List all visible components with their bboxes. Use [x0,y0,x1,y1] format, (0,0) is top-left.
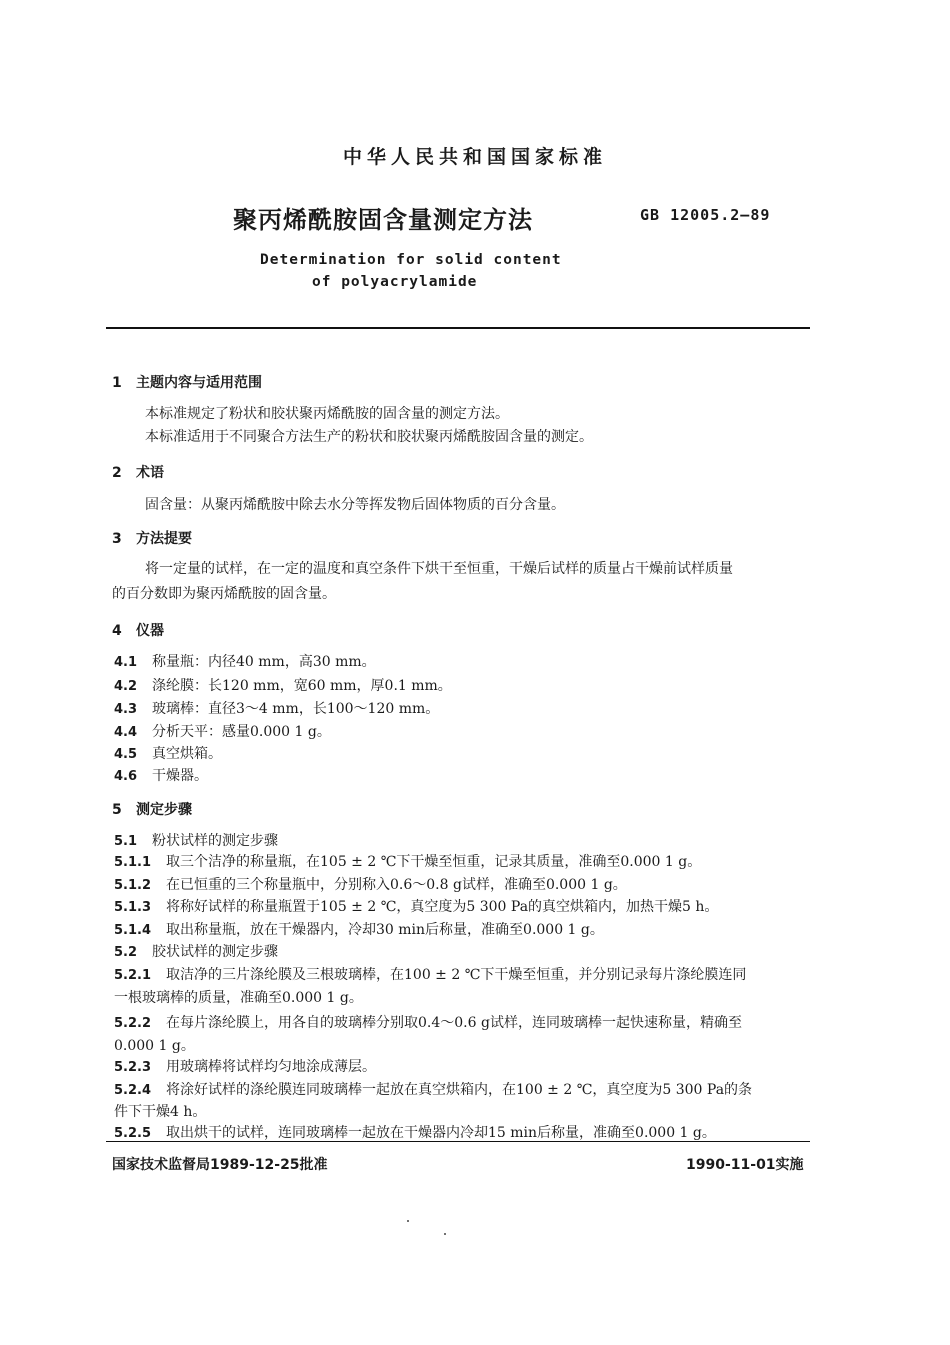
clause-number: 5.2.5 [114,1126,152,1141]
clause-number: 5.1.1 [114,855,152,870]
paragraph-continuation: 的百分数即为聚丙烯酰胺的固含量。 [112,586,336,602]
document-title-en-line1: Determination for solid content [260,252,562,268]
section-number: 1 [112,375,122,391]
section-2-heading [112,462,164,482]
clause-continuation: 一根玻璃棒的质量，准确至0.000 1 g。 [114,990,363,1006]
list-item [114,651,376,671]
clause-5-2-4 [114,1079,752,1099]
clause-text: 真空烘箱。 [152,746,222,762]
clause-text: 称量瓶：内径40 mm，高30 mm。 [152,654,376,670]
clause-5-2-3 [114,1056,376,1076]
clause-number: 5.2.3 [114,1060,152,1075]
clause-number: 5.2.1 [114,968,152,983]
clause-text: 粉状试样的测定步骤 [152,833,278,849]
footer-divider [106,1141,810,1142]
clause-5-1-2 [114,874,627,894]
clause-number: 5.1.4 [114,923,152,938]
document-title-cn: 聚丙烯酰胺固含量测定方法 [233,206,533,234]
clause-5-1 [114,830,278,850]
clause-continuation: 0.000 1 g。 [114,1038,195,1054]
list-item [114,675,452,695]
paragraph: 将一定量的试样，在一定的温度和真空条件下烘干至恒重，干燥后试样的质量占干燥前试样质量 [145,561,733,577]
clause-text: 用玻璃棒将试样均匀地涂成薄层。 [166,1059,376,1075]
paragraph: 固含量：从聚丙烯酰胺中除去水分等挥发物后固体物质的百分含量。 [145,497,565,513]
document-country-header: 中华人民共和国国家标准 [342,146,607,168]
list-item [114,721,331,741]
clause-number: 5.1.3 [114,900,152,915]
scan-speck [444,1233,446,1235]
section-number: 3 [112,531,122,547]
clause-text: 取出称量瓶，放在干燥器内，冷却30 min后称量，准确至0.000 1 g。 [166,922,604,938]
section-title: 仪器 [136,623,164,639]
paragraph: 本标准适用于不同聚合方法生产的粉状和胶状聚丙烯酰胺固含量的测定。 [145,429,593,445]
clause-5-2 [114,941,278,961]
clause-5-2-2 [114,1012,742,1032]
clause-5-1-3 [114,896,718,916]
section-3-heading [112,528,192,548]
clause-text: 干燥器。 [152,768,208,784]
clause-text: 取洁净的三片涤纶膜及三根玻璃棒，在100 ± 2 ℃下干燥至恒重，并分别记录每片涤纶膜连同 [166,967,747,983]
clause-5-2-5 [114,1122,716,1142]
clause-text: 涤纶膜：长120 mm，宽60 mm，厚0.1 mm。 [152,678,452,694]
clause-number: 4.2 [114,679,138,694]
section-4-heading [112,620,164,640]
section-number: 2 [112,465,122,481]
clause-number: 5.2.2 [114,1016,152,1031]
clause-5-1-4 [114,919,604,939]
clause-number: 4.4 [114,725,138,740]
clause-text: 将涂好试样的涤纶膜连同玻璃棒一起放在真空烘箱内，在100 ± 2 ℃，真空度为5 300 Pa的条 [166,1082,753,1098]
section-number: 4 [112,623,122,639]
clause-5-1-1 [114,851,701,871]
section-title: 主题内容与适用范围 [136,375,262,391]
list-item [114,698,439,718]
scan-speck [407,1220,409,1222]
clause-number: 4.1 [114,655,138,670]
section-title: 术语 [136,465,164,481]
section-title: 方法提要 [136,531,192,547]
clause-text: 胶状试样的测定步骤 [152,944,278,960]
list-item [114,743,222,763]
section-number: 5 [112,802,122,818]
clause-number: 4.5 [114,747,138,762]
approval-line: 国家技术监督局1989-12-25批准 [112,1157,328,1173]
clause-text: 取出烘干的试样，连同玻璃棒一起放在干燥器内冷却15 min后称量，准确至0.000 1 g。 [166,1125,716,1141]
header-divider [106,327,810,329]
clause-number: 5.1.2 [114,878,152,893]
paragraph: 本标准规定了粉状和胶状聚丙烯酰胺的固含量的测定方法。 [145,406,509,422]
document-title-en-line2: of polyacrylamide [312,274,478,290]
clause-number: 5.2 [114,945,138,960]
section-1-heading [112,372,262,392]
clause-text: 玻璃棒：直径3～4 mm，长100～120 mm。 [152,701,440,717]
clause-text: 将称好试样的称量瓶置于105 ± 2 ℃，真空度为5 300 Pa的真空烘箱内，加热干燥5 h。 [166,899,719,915]
clause-continuation: 件下干燥4 h。 [114,1104,207,1120]
clause-number: 4.3 [114,702,138,717]
clause-5-2-1 [114,964,746,984]
clause-text: 在每片涤纶膜上，用各自的玻璃棒分别取0.4～0.6 g试样，连同玻璃棒一起快速称量，精确至 [166,1015,742,1031]
clause-number: 4.6 [114,769,138,784]
clause-text: 在已恒重的三个称量瓶中，分别称入0.6～0.8 g试样，准确至0.000 1 g。 [166,877,627,893]
clause-text: 取三个洁净的称量瓶，在105 ± 2 ℃下干燥至恒重，记录其质量，准确至0.000 1 g。 [166,854,702,870]
clause-number: 5.1 [114,834,138,849]
list-item [114,765,208,785]
standard-code: GB 12005.2—89 [640,206,771,224]
section-title: 测定步骤 [136,802,192,818]
section-5-heading [112,799,192,819]
effective-date: 1990-11-01实施 [686,1157,804,1173]
clause-number: 5.2.4 [114,1083,152,1098]
clause-text: 分析天平：感量0.000 1 g。 [152,724,331,740]
